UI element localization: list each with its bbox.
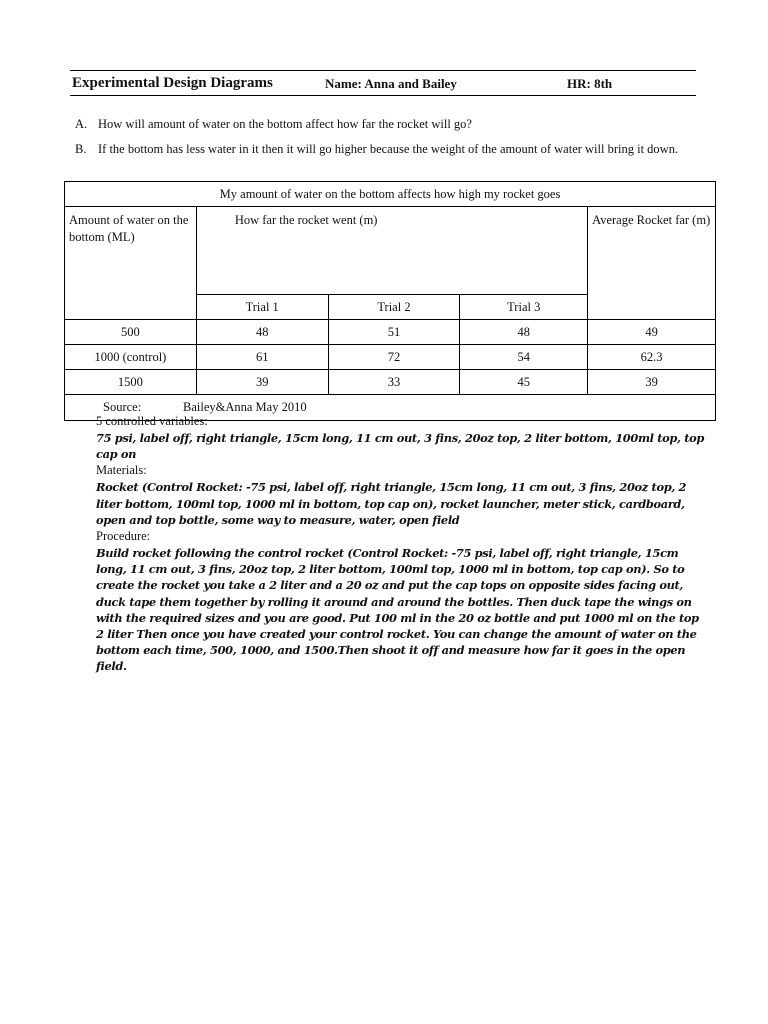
source-value: Bailey&Anna May 2010	[183, 400, 307, 414]
cell-amount: 1000 (control)	[65, 345, 197, 370]
student-names: Name: Anna and Bailey	[325, 76, 457, 91]
table-row	[65, 370, 716, 395]
cell-trial-1: 39	[196, 370, 328, 395]
cell-average: 39	[588, 370, 716, 395]
cell-trial-1: 61	[196, 345, 328, 370]
materials-label: Materials:	[96, 463, 147, 478]
table-row	[65, 345, 716, 370]
cell-trial-2: 72	[328, 345, 460, 370]
header-trial-3: Trial 3	[460, 295, 588, 320]
header-trial-1: Trial 1	[196, 295, 328, 320]
controlled-variables-text: 75 psi, label off, right triangle, 15cm long, 11 cm out, 3 fins, 20oz top, 2 liter bottom, 100ml top, top cap on	[96, 431, 705, 462]
document-title: Experimental Design Diagrams	[72, 75, 273, 91]
source-label: Source:	[103, 400, 142, 414]
cell-trial-3: 48	[460, 320, 588, 345]
cell-amount: 1500	[65, 370, 197, 395]
controlled-variables-label: 5 controlled variables:	[96, 414, 208, 428]
cell-trial-3: 45	[460, 370, 588, 395]
cell-trial-2: 33	[328, 370, 460, 395]
cell-trial-2: 51	[328, 320, 460, 345]
homeroom-label: HR: 8th	[567, 76, 613, 91]
header-average: Average Rocket far (m)	[588, 207, 716, 320]
cell-trial-1: 48	[196, 320, 328, 345]
table-title: My amount of water on the bottom affects how high my rocket goes	[65, 182, 716, 207]
cell-average: 62.3	[588, 345, 716, 370]
question-text: How will amount of water on the bottom affect how far the rocket will go?	[98, 117, 472, 131]
procedure-label: Procedure:	[96, 529, 151, 544]
cell-trial-3: 54	[460, 345, 588, 370]
cell-amount: 500	[65, 320, 197, 345]
document-header	[70, 70, 696, 96]
results-table	[64, 181, 716, 421]
experiment-notes	[96, 413, 706, 675]
cell-average: 49	[588, 320, 716, 345]
header-water-amount: Amount of water on the bottom (ML)	[65, 207, 197, 320]
table-row	[65, 320, 716, 345]
procedure-text: Build rocket following the control rocket (Control Rocket: -75 psi, label off, right triangle, 15cm long, 11 cm out, 3 fins, 20oz top, 2 liter bottom, 100ml top, 1000 ml in bottom, top cap on). So to create the rocket you take a 2 liter and a 20 oz and put the cap tops on opposite sides facing out, duck tape them together by rolling it around and around the bottles. Then duck tape the wings on with the required sizes and you are good. Put 100 ml in the 20 oz bottle and put 1000 ml on the top 2 liter Then once you have created your control rocket. You can change the amount of water on the bottom each time, 500, 1000, and 1500.Then shoot it off and measure how far it goes in the open field.	[96, 546, 699, 674]
header-trial-2: Trial 2	[328, 295, 460, 320]
question-marker: A.	[75, 117, 88, 131]
materials-text: Rocket (Control Rocket: -75 psi, label off, right triangle, 15cm long, 11 cm out, 3 fins, 20oz top, 2 liter bottom, 100ml top, 1000 ml in bottom, top cap on), rocket launcher, meter stick, cardboard, open and top bottle, some way to measure, water, open field	[96, 480, 687, 527]
header-distance: How far the rocket went (m)	[196, 207, 587, 295]
hypothesis-text: If the bottom has less water in it then it will go higher because the weight of the amount of water will bring it down.	[98, 142, 679, 156]
hypothesis-marker: B.	[75, 142, 87, 156]
